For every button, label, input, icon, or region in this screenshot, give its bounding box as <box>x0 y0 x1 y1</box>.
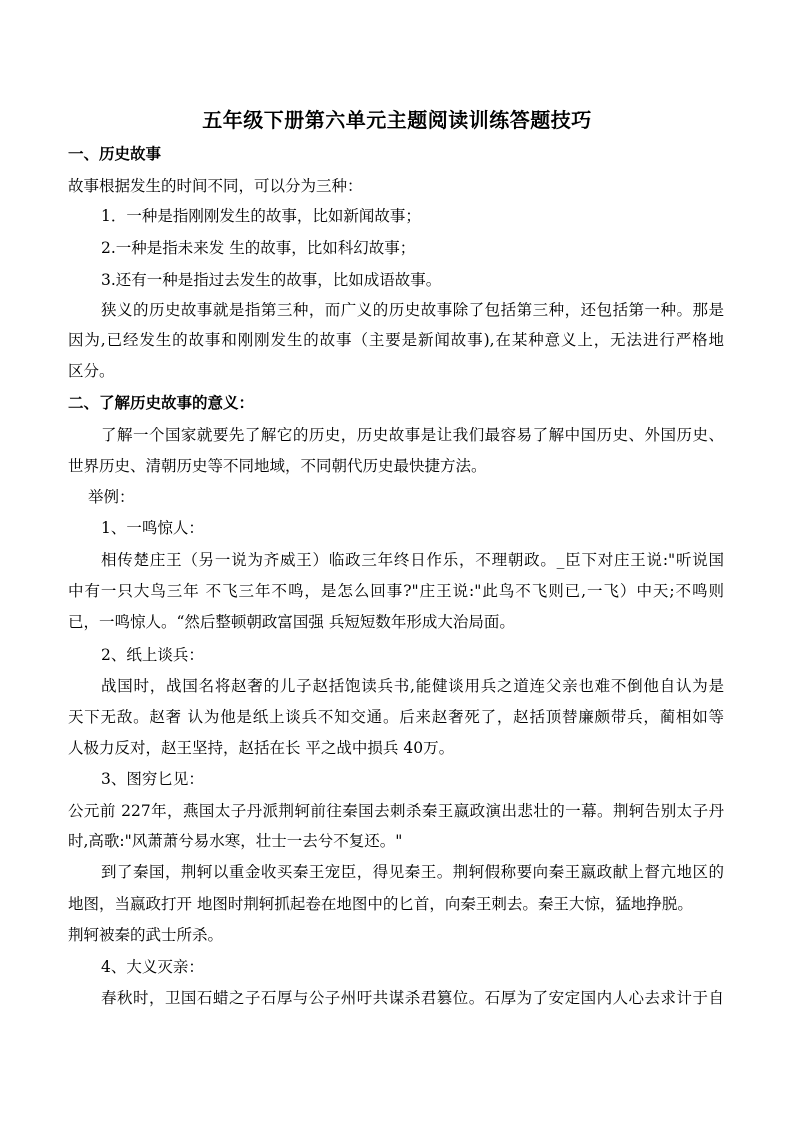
example-text-line: 人极力反对，赵王坚持，赵括在长 平之战中损兵 40万。 <box>68 739 455 757</box>
example-text-line: 到了秦国，荆轲以重金收买秦王宠臣，得见秦王。荆轲假称要向秦王嬴政献上督亢地区的 <box>101 863 724 881</box>
page-title: 五年级下册第六单元主题阅读训练答题技巧 <box>202 108 592 132</box>
list-item-3: 3.还有一种是指过去发生的故事，比如成语故事。 <box>101 271 442 289</box>
paragraph-line: 世界历史、清朝历史等不同地域，不同朝代历史最快捷方法。 <box>68 457 487 475</box>
example-text-line: 公元前 227年，燕国太子丹派荆轲前往秦国去刺杀秦王嬴政演出悲壮的一幕。荆轲告别太子丹 <box>68 802 724 820</box>
example-text-line: 天下无敌。赵奢 认为他是纸上谈兵不知交通。后来赵奢死了，赵括顶替廉颇带兵，蔺相如等 <box>68 708 724 726</box>
paragraph-line: 区分。 <box>68 362 115 380</box>
example-text-line: 相传楚庄王（另一说为齐威王）临政三年终日作乐，不理朝政。_臣下对庄王说:"听说国 <box>101 551 724 569</box>
example-heading-zhishangtanbing: 2、纸上谈兵： <box>101 646 204 664</box>
paragraph-line: 了解一个国家就要先了解它的历史，历史故事是让我们最容易了解中国历史、外国历史、 <box>101 426 724 444</box>
example-text-line: 已，一鸣惊人。“然后整顿朝政富国强 兵短短数年形成大治局面。 <box>68 613 515 631</box>
paragraph-line: 因为,已经发生的故事和刚刚发生的故事（主要是新闻故事),在某种意义上，无法进行严格地 <box>68 331 724 349</box>
example-text-line: 战国时，战国名将赵奢的儿子赵括饱读兵书,能健谈用兵之道连父亲也难不倒他自认为是 <box>101 677 724 695</box>
section-heading-history-story: 一、历史故事 <box>68 144 162 163</box>
example-text-line: 荆轲被秦的武士所杀。 <box>68 926 224 944</box>
example-text-line: 地图，当嬴政打开 地图时荆轲抓起卷在地图中的匕首，向秦王刺去。秦王大惊，猛地挣脱。 <box>68 895 693 913</box>
example-heading-dayimieqin: 4、大义灭亲： <box>101 958 204 976</box>
list-item-1: 1．一种是指刚刚发生的故事，比如新闻故事； <box>101 207 421 225</box>
list-item-2: 2.一种是指未来发 生的故事，比如科幻故事； <box>101 239 416 257</box>
examples-label: 举例： <box>88 488 135 506</box>
section-heading-meaning: 二、了解历史故事的意义： <box>68 393 255 412</box>
example-text-line: 中有一只大鸟三年 不飞三年不鸣，是怎么回事?"庄王说:"此鸟不飞则已,一飞）中天;不鸣则 <box>68 582 724 600</box>
example-heading-yimingjingren: 1、一鸣惊人： <box>101 519 204 537</box>
paragraph-line: 狭义的历史故事就是指第三种，而广义的历史故事除了包括第三种，还包括第一种。那是 <box>101 301 724 319</box>
section1-intro: 故事根据发生的时间不同，可以分为三种： <box>68 177 363 195</box>
example-text-line: 春秋时，卫国石蜡之子石厚与公子州吁共谋杀君篡位。石厚为了安定国内人心去求计于自 <box>101 989 724 1007</box>
example-text-line: 时,高歌:"风萧萧兮易水寒，壮士一去兮不复还。" <box>68 832 403 850</box>
example-heading-tuqiongbixian: 3、图穷匕见： <box>101 770 204 788</box>
